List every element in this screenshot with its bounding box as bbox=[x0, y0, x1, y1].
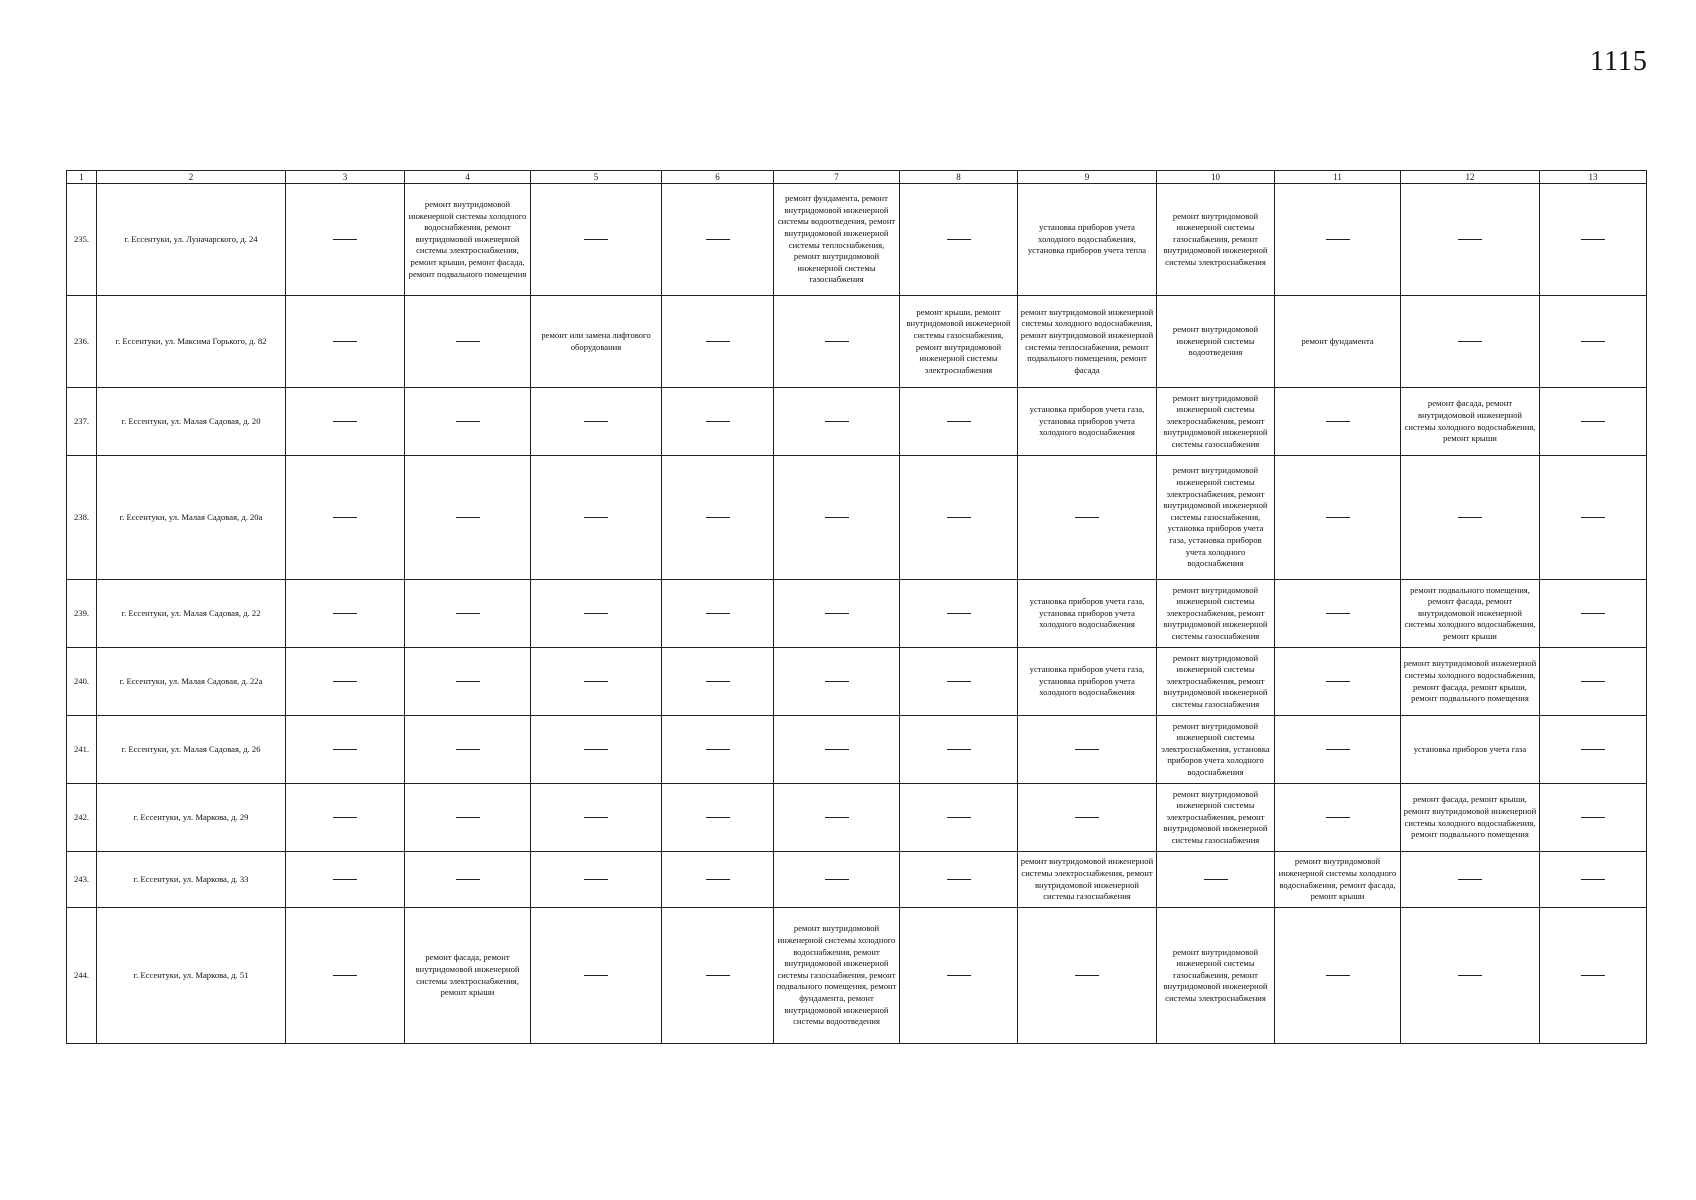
row-number: 237. bbox=[67, 388, 97, 456]
dash-mark bbox=[333, 879, 357, 880]
repair-schedule-table bbox=[66, 170, 1647, 1044]
table-body bbox=[67, 184, 1647, 1044]
dash-mark bbox=[1326, 421, 1350, 422]
row-number: 239. bbox=[67, 580, 97, 648]
dash-mark bbox=[584, 421, 608, 422]
dash-mark bbox=[1458, 517, 1482, 518]
column-header-5: 5 bbox=[531, 171, 662, 184]
empty-cell bbox=[774, 580, 900, 648]
empty-cell bbox=[900, 716, 1018, 784]
empty-cell bbox=[531, 184, 662, 296]
column-header-4: 4 bbox=[405, 171, 531, 184]
empty-cell bbox=[662, 184, 774, 296]
dash-mark bbox=[333, 239, 357, 240]
address-cell: г. Ессентуки, ул. Маркова, д. 29 bbox=[97, 784, 286, 852]
dash-mark bbox=[825, 817, 849, 818]
empty-cell bbox=[774, 716, 900, 784]
empty-cell bbox=[531, 784, 662, 852]
work-description-cell: ремонт внутридомовой инженерной системы электроснабжения, ремонт внутридомовой инженерной системы газоснабжения bbox=[1157, 580, 1275, 648]
empty-cell bbox=[286, 580, 405, 648]
address-cell: г. Ессентуки, ул. Маркова, д. 51 bbox=[97, 908, 286, 1044]
row-number: 240. bbox=[67, 648, 97, 716]
dash-mark bbox=[947, 681, 971, 682]
work-description-cell: ремонт внутридомовой инженерной системы холодного водоснабжения, ремонт фасада, ремонт крыши bbox=[1275, 852, 1401, 908]
empty-cell bbox=[1401, 456, 1540, 580]
dash-mark bbox=[825, 749, 849, 750]
table-row bbox=[67, 852, 1647, 908]
dash-mark bbox=[456, 341, 480, 342]
dash-mark bbox=[706, 749, 730, 750]
empty-cell bbox=[286, 648, 405, 716]
page-number: 1115 bbox=[1590, 46, 1648, 77]
empty-cell bbox=[662, 852, 774, 908]
dash-mark bbox=[825, 341, 849, 342]
table-row bbox=[67, 580, 1647, 648]
dash-mark bbox=[1581, 817, 1605, 818]
empty-cell bbox=[1540, 852, 1647, 908]
dash-mark bbox=[456, 749, 480, 750]
dash-mark bbox=[1326, 239, 1350, 240]
work-description-cell: ремонт или замена лифтового оборудования bbox=[531, 296, 662, 388]
dash-mark bbox=[584, 879, 608, 880]
work-description-cell: ремонт фундамента, ремонт внутридомовой инженерной системы водоотведения, ремонт внутридомовой инженерной системы теплоснабжения, ремонт внутридомовой инженерной системы газоснабжения bbox=[774, 184, 900, 296]
dash-mark bbox=[1581, 613, 1605, 614]
address-cell: г. Ессентуки, ул. Луначарского, д. 24 bbox=[97, 184, 286, 296]
column-header-6: 6 bbox=[662, 171, 774, 184]
empty-cell bbox=[405, 716, 531, 784]
work-description-cell: ремонт внутридомовой инженерной системы электроснабжения, ремонт внутридомовой инженерной системы газоснабжения bbox=[1157, 784, 1275, 852]
dash-mark bbox=[706, 681, 730, 682]
dash-mark bbox=[333, 613, 357, 614]
dash-mark bbox=[1326, 975, 1350, 976]
row-number: 243. bbox=[67, 852, 97, 908]
work-description-cell: ремонт фасада, ремонт внутридомовой инженерной системы холодного водоснабжения, ремонт крыши bbox=[1401, 388, 1540, 456]
dash-mark bbox=[706, 975, 730, 976]
empty-cell bbox=[1275, 908, 1401, 1044]
dash-mark bbox=[1581, 341, 1605, 342]
dash-mark bbox=[825, 613, 849, 614]
work-description-cell: ремонт внутридомовой инженерной системы газоснабжения, ремонт внутридомовой инженерной системы электроснабжения bbox=[1157, 908, 1275, 1044]
empty-cell bbox=[1401, 184, 1540, 296]
work-description-cell: ремонт внутридомовой инженерной системы электроснабжения, ремонт внутридомовой инженерной системы газоснабжения bbox=[1157, 648, 1275, 716]
empty-cell bbox=[405, 388, 531, 456]
dash-mark bbox=[1326, 681, 1350, 682]
empty-cell bbox=[900, 648, 1018, 716]
dash-mark bbox=[584, 749, 608, 750]
empty-cell bbox=[405, 784, 531, 852]
empty-cell bbox=[1401, 908, 1540, 1044]
dash-mark bbox=[1581, 749, 1605, 750]
empty-cell bbox=[405, 456, 531, 580]
dash-mark bbox=[456, 613, 480, 614]
dash-mark bbox=[584, 613, 608, 614]
dash-mark bbox=[333, 817, 357, 818]
address-cell: г. Ессентуки, ул. Малая Садовая, д. 20а bbox=[97, 456, 286, 580]
table-row bbox=[67, 648, 1647, 716]
table-row bbox=[67, 296, 1647, 388]
work-description-cell: ремонт крыши, ремонт внутридомовой инженерной системы газоснабжения, ремонт внутридомовой инженерной системы электроснабжения bbox=[900, 296, 1018, 388]
empty-cell bbox=[774, 296, 900, 388]
empty-cell bbox=[900, 908, 1018, 1044]
empty-cell bbox=[1401, 852, 1540, 908]
work-description-cell: ремонт внутридомовой инженерной системы электроснабжения, ремонт внутридомовой инженерной системы газоснабжения bbox=[1018, 852, 1157, 908]
empty-cell bbox=[662, 456, 774, 580]
empty-cell bbox=[405, 296, 531, 388]
dash-mark bbox=[706, 817, 730, 818]
empty-cell bbox=[662, 296, 774, 388]
work-description-cell: ремонт внутридомовой инженерной системы холодного водоснабжения, ремонт фасада, ремонт крыши, ремонт подвального помещения bbox=[1401, 648, 1540, 716]
empty-cell bbox=[286, 184, 405, 296]
empty-cell bbox=[1275, 388, 1401, 456]
dash-mark bbox=[1581, 517, 1605, 518]
column-header-1: 1 bbox=[67, 171, 97, 184]
dash-mark bbox=[706, 341, 730, 342]
empty-cell bbox=[900, 388, 1018, 456]
address-cell: г. Ессентуки, ул. Маркова, д. 33 bbox=[97, 852, 286, 908]
dash-mark bbox=[1326, 613, 1350, 614]
column-header-11: 11 bbox=[1275, 171, 1401, 184]
address-cell: г. Ессентуки, ул. Малая Садовая, д. 22 bbox=[97, 580, 286, 648]
empty-cell bbox=[662, 648, 774, 716]
dash-mark bbox=[1326, 817, 1350, 818]
empty-cell bbox=[1540, 908, 1647, 1044]
empty-cell bbox=[900, 580, 1018, 648]
dash-mark bbox=[1075, 975, 1099, 976]
empty-cell bbox=[1018, 456, 1157, 580]
column-header-10: 10 bbox=[1157, 171, 1275, 184]
table-row bbox=[67, 908, 1647, 1044]
empty-cell bbox=[531, 388, 662, 456]
dash-mark bbox=[333, 341, 357, 342]
dash-mark bbox=[584, 681, 608, 682]
empty-cell bbox=[774, 852, 900, 908]
empty-cell bbox=[531, 580, 662, 648]
dash-mark bbox=[456, 681, 480, 682]
row-number: 241. bbox=[67, 716, 97, 784]
dash-mark bbox=[1458, 975, 1482, 976]
column-header-3: 3 bbox=[286, 171, 405, 184]
dash-mark bbox=[1326, 749, 1350, 750]
dash-mark bbox=[584, 975, 608, 976]
dash-mark bbox=[706, 613, 730, 614]
empty-cell bbox=[1018, 716, 1157, 784]
empty-cell bbox=[774, 456, 900, 580]
work-description-cell: установка приборов учета газа, установка приборов учета холодного водоснабжения bbox=[1018, 580, 1157, 648]
dash-mark bbox=[1458, 341, 1482, 342]
dash-mark bbox=[1075, 517, 1099, 518]
empty-cell bbox=[1018, 908, 1157, 1044]
dash-mark bbox=[456, 517, 480, 518]
dash-mark bbox=[584, 517, 608, 518]
dash-mark bbox=[1075, 749, 1099, 750]
work-description-cell: ремонт подвального помещения, ремонт фасада, ремонт внутридомовой инженерной системы холодного водоснабжения, ремонт крыши bbox=[1401, 580, 1540, 648]
dash-mark bbox=[1581, 421, 1605, 422]
work-description-cell: ремонт фундамента bbox=[1275, 296, 1401, 388]
empty-cell bbox=[1275, 716, 1401, 784]
column-header-13: 13 bbox=[1540, 171, 1647, 184]
dash-mark bbox=[1326, 517, 1350, 518]
column-header-2: 2 bbox=[97, 171, 286, 184]
empty-cell bbox=[662, 580, 774, 648]
dash-mark bbox=[825, 517, 849, 518]
work-description-cell: ремонт внутридомовой инженерной системы электроснабжения, установка приборов учета холодного водоснабжения bbox=[1157, 716, 1275, 784]
row-number: 242. bbox=[67, 784, 97, 852]
work-description-cell: ремонт внутридомовой инженерной системы холодного водоснабжения, ремонт внутридомовой инженерной системы газоснабжения, ремонт подвального помещения, ремонт фундамента, ремонт внутридомовой инженерной системы водоотведения bbox=[774, 908, 900, 1044]
empty-cell bbox=[286, 908, 405, 1044]
dash-mark bbox=[584, 239, 608, 240]
dash-mark bbox=[1581, 239, 1605, 240]
table-row bbox=[67, 184, 1647, 296]
table-row bbox=[67, 716, 1647, 784]
work-description-cell: ремонт внутридомовой инженерной системы водоотведения bbox=[1157, 296, 1275, 388]
empty-cell bbox=[531, 648, 662, 716]
empty-cell bbox=[286, 456, 405, 580]
empty-cell bbox=[774, 388, 900, 456]
empty-cell bbox=[662, 388, 774, 456]
dash-mark bbox=[825, 879, 849, 880]
empty-cell bbox=[286, 388, 405, 456]
empty-cell bbox=[1540, 388, 1647, 456]
dash-mark bbox=[947, 613, 971, 614]
empty-cell bbox=[1275, 184, 1401, 296]
empty-cell bbox=[405, 580, 531, 648]
dash-mark bbox=[456, 421, 480, 422]
dash-mark bbox=[333, 975, 357, 976]
empty-cell bbox=[774, 648, 900, 716]
empty-cell bbox=[1540, 456, 1647, 580]
work-description-cell: ремонт фасада, ремонт внутридомовой инженерной системы электроснабжения, ремонт крыши bbox=[405, 908, 531, 1044]
empty-cell bbox=[1540, 580, 1647, 648]
work-description-cell: ремонт внутридомовой инженерной системы электроснабжения, ремонт внутридомовой инженерной системы газоснабжения bbox=[1157, 388, 1275, 456]
column-header-9: 9 bbox=[1018, 171, 1157, 184]
empty-cell bbox=[286, 296, 405, 388]
work-description-cell: ремонт внутридомовой инженерной системы газоснабжения, ремонт внутридомовой инженерной системы электроснабжения bbox=[1157, 184, 1275, 296]
dash-mark bbox=[825, 681, 849, 682]
work-description-cell: установка приборов учета газа, установка приборов учета холодного водоснабжения bbox=[1018, 648, 1157, 716]
dash-mark bbox=[947, 879, 971, 880]
dash-mark bbox=[947, 817, 971, 818]
dash-mark bbox=[947, 975, 971, 976]
empty-cell bbox=[662, 716, 774, 784]
work-description-cell: установка приборов учета газа, установка приборов учета холодного водоснабжения bbox=[1018, 388, 1157, 456]
empty-cell bbox=[900, 456, 1018, 580]
dash-mark bbox=[1581, 681, 1605, 682]
dash-mark bbox=[947, 749, 971, 750]
column-header-8: 8 bbox=[900, 171, 1018, 184]
dash-mark bbox=[1458, 239, 1482, 240]
dash-mark bbox=[1204, 879, 1228, 880]
row-number: 244. bbox=[67, 908, 97, 1044]
empty-cell bbox=[900, 184, 1018, 296]
empty-cell bbox=[1540, 296, 1647, 388]
empty-cell bbox=[1018, 784, 1157, 852]
dash-mark bbox=[1075, 817, 1099, 818]
dash-mark bbox=[706, 879, 730, 880]
dash-mark bbox=[706, 421, 730, 422]
work-description-cell: установка приборов учета газа bbox=[1401, 716, 1540, 784]
empty-cell bbox=[1540, 784, 1647, 852]
empty-cell bbox=[531, 908, 662, 1044]
empty-cell bbox=[1275, 580, 1401, 648]
dash-mark bbox=[947, 239, 971, 240]
dash-mark bbox=[333, 517, 357, 518]
dash-mark bbox=[706, 239, 730, 240]
dash-mark bbox=[456, 879, 480, 880]
empty-cell bbox=[1401, 296, 1540, 388]
dash-mark bbox=[333, 681, 357, 682]
empty-cell bbox=[900, 784, 1018, 852]
empty-cell bbox=[1275, 784, 1401, 852]
table-row bbox=[67, 388, 1647, 456]
empty-cell bbox=[1540, 648, 1647, 716]
empty-cell bbox=[662, 908, 774, 1044]
row-number: 238. bbox=[67, 456, 97, 580]
work-description-cell: ремонт внутридомовой инженерной системы холодного водоснабжения, ремонт внутридомовой инженерной системы электроснабжения, ремонт крыши, ремонт фасада, ремонт подвального помещения bbox=[405, 184, 531, 296]
row-number: 235. bbox=[67, 184, 97, 296]
empty-cell bbox=[900, 852, 1018, 908]
empty-cell bbox=[405, 852, 531, 908]
empty-cell bbox=[405, 648, 531, 716]
empty-cell bbox=[774, 784, 900, 852]
dash-mark bbox=[333, 421, 357, 422]
empty-cell bbox=[286, 784, 405, 852]
work-description-cell: ремонт фасада, ремонт крыши, ремонт внутридомовой инженерной системы холодного водоснабжения, ремонт подвального помещения bbox=[1401, 784, 1540, 852]
dash-mark bbox=[584, 817, 608, 818]
address-cell: г. Ессентуки, ул. Малая Садовая, д. 26 bbox=[97, 716, 286, 784]
dash-mark bbox=[1581, 879, 1605, 880]
address-cell: г. Ессентуки, ул. Максима Горького, д. 82 bbox=[97, 296, 286, 388]
table-row bbox=[67, 456, 1647, 580]
empty-cell bbox=[286, 716, 405, 784]
address-cell: г. Ессентуки, ул. Малая Садовая, д. 20 bbox=[97, 388, 286, 456]
work-description-cell: ремонт внутридомовой инженерной системы холодного водоснабжения, ремонт внутридомовой инженерной системы теплоснабжения, ремонт подвального помещения, ремонт фасада bbox=[1018, 296, 1157, 388]
row-number: 236. bbox=[67, 296, 97, 388]
dash-mark bbox=[1458, 879, 1482, 880]
dash-mark bbox=[947, 517, 971, 518]
dash-mark bbox=[1581, 975, 1605, 976]
work-description-cell: ремонт внутридомовой инженерной системы электроснабжения, ремонт внутридомовой инженерной системы газоснабжения, установка приборов учета газа, установка приборов учета холодного водоснабжения bbox=[1157, 456, 1275, 580]
column-header-12: 12 bbox=[1401, 171, 1540, 184]
dash-mark bbox=[825, 421, 849, 422]
empty-cell bbox=[1157, 852, 1275, 908]
dash-mark bbox=[706, 517, 730, 518]
empty-cell bbox=[662, 784, 774, 852]
column-header-7: 7 bbox=[774, 171, 900, 184]
empty-cell bbox=[1540, 716, 1647, 784]
table-row bbox=[67, 784, 1647, 852]
address-cell: г. Ессентуки, ул. Малая Садовая, д. 22а bbox=[97, 648, 286, 716]
dash-mark bbox=[333, 749, 357, 750]
empty-cell bbox=[531, 456, 662, 580]
empty-cell bbox=[1275, 456, 1401, 580]
header-row bbox=[67, 171, 1647, 184]
empty-cell bbox=[531, 852, 662, 908]
empty-cell bbox=[1275, 648, 1401, 716]
empty-cell bbox=[531, 716, 662, 784]
dash-mark bbox=[947, 421, 971, 422]
work-description-cell: установка приборов учета холодного водоснабжения, установка приборов учета тепла bbox=[1018, 184, 1157, 296]
empty-cell bbox=[286, 852, 405, 908]
empty-cell bbox=[1540, 184, 1647, 296]
dash-mark bbox=[456, 817, 480, 818]
